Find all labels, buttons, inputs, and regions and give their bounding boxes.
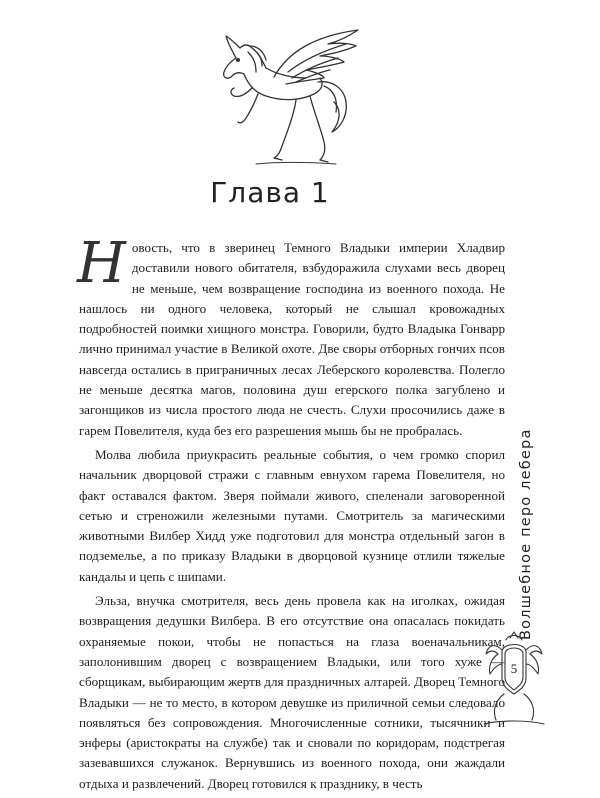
chapter-title: Глава 1 (210, 176, 330, 209)
paragraph (77, 231, 505, 441)
pegasus-illustration (196, 22, 376, 172)
body-text (77, 231, 506, 798)
page-number: 5 (510, 661, 518, 676)
running-title: Волшебное перо лебера (518, 428, 534, 640)
paragraph: Молва любила приукрасить реальные события, о чем громко спорил начальник дворцовой стражи с главным евнухом гарема Повелителя, но факт оставался фактом. Зверя поймали живого, спеленали заговоренной сетью и стреножили железными путами. Смотритель за магическими животными Вилбер Хидд уже подготовил для монстра отдельный загон в подземелье, а по приказу Владыки в дворцовой кузнице отлили тяжелые кандалы и цепь с шипами. (79, 446, 505, 584)
page-number-emblem (474, 628, 554, 728)
paragraph-text: овость, что в зверинец Темного Владыки империи Хладвир доставили нового обитателя, взбудоражила слухами весь дворец не меньше, чем возвращение господина из военного похода. Не нашлось ни одного человека, который не слышал кровожадных подробностей поимки хищного монстра. Говорили, будто Владыка Гонварр лично принимал участие в Великой охоте. Две своры отборных гончих псов навсегда остались в приграничных лесах Леберского королевства. Полегло не меньше десятка магов, половина душ егерского полка загублено и загонщиков из числа простого люда не счесть. Слухи просочились даже в гарем Повелителя, куда без его разрешения мышь бы не пробралась. (79, 240, 505, 438)
drop-cap: Н (77, 231, 126, 296)
paragraph: Эльза, внучка смотрителя, весь день провела как на иголках, ожидая возвращения дедушки Вилбера. В его отсутствие она опасалась покидать охраняемые покои, чтобы не попасться на глаза военачальникам, заполонившим дворец с возвращением Владыки, или того хуже — сборщикам, выбирающим жертв для праздничных алтарей. Дворец Темного Владыки — не то место, в котором девушке из приличной семьи следовало появляться без сопровождения. Многочисленные сотники, тысячники и энферы (аристократы на службе) так и сновали по коридорам, подстрегая зазевавшихся служанок. Вернувшись из военного похода, они жаждали отдыха и развлечений. Дворец готовился к празднику, в честь (79, 593, 506, 791)
